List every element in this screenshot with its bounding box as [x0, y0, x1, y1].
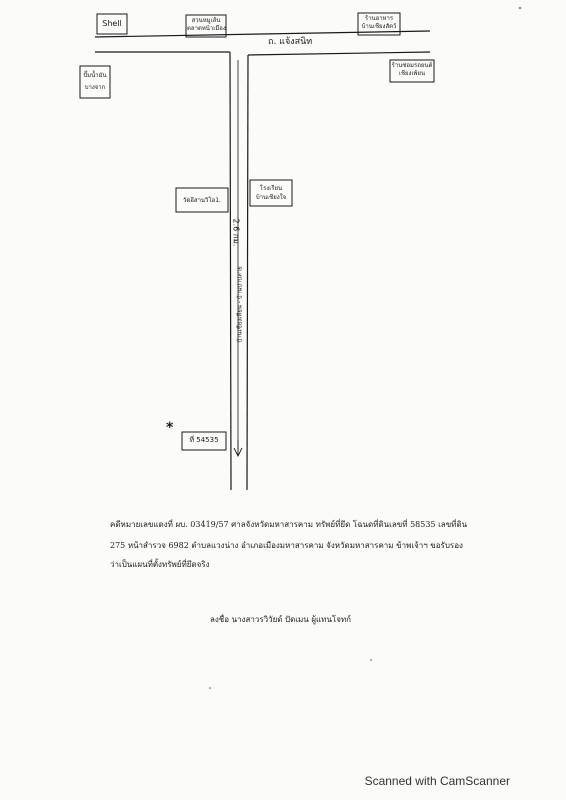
place-right-upper-line2: เชียงเพ้ยน [398, 70, 426, 77]
doc-line-1: คดีหมายเลขแดงที่ ผบ. 03419/57 ศาลจังหวัดมหาสารคาม ทรัพย์ที่ยึด โฉนดที่ดินเลขที่ 58535 เลขที่ดิน [110, 520, 468, 529]
place-top-right-line1: ร้านอาหาร [364, 15, 394, 22]
place-left-upper [81, 70, 109, 94]
vertical-road-name: บ้านเชียงเหียน - บ้านบ่าบลาย [236, 266, 244, 343]
camscanner-watermark: Scanned with CamScanner [364, 774, 510, 788]
place-right-mid-line1: โรงเรียน [259, 185, 283, 192]
top-road-name: ถ. แจ้งสนิท [268, 37, 313, 47]
place-right-upper [391, 62, 433, 78]
place-left-upper-line1: ปั๊มน้ำมัน [83, 72, 107, 79]
place-top-right-line2: บ้านเชียงสัตว์ [361, 23, 397, 30]
top-road-lower-edge-right [248, 52, 430, 55]
place-left-mid: วัดอีสานวิโอ1. [183, 197, 221, 204]
signature-line: ลงชื่อ นางสาวรวิวัยด์ ปัดเมน ผู้แทนโจทก์ [210, 615, 352, 624]
parcel-label: ที่ 54535 [189, 436, 219, 444]
top-road-upper-edge [95, 31, 430, 37]
place-shell: Shell [102, 19, 122, 28]
doc-line-3: ว่าเป็นแผนที่ตั้งทรัพย์ที่ยึดจริง [110, 560, 210, 569]
vertical-road-left-edge [230, 52, 231, 490]
place-left-upper-line2: บางจาก [84, 84, 106, 91]
doc-line-2: 275 หน้าสำรวจ 6982 ตำบลแวงน่าง อำเภอเมืองมหาสารคาม จังหวัดมหาสารคาม ข้าพเจ้าฯ ขอรับรอง [110, 541, 463, 550]
vertical-road-right-edge [247, 55, 248, 490]
place-right-mid [251, 184, 291, 202]
vertical-road-distance: 2.6 กม. [231, 218, 241, 247]
place-right-upper-line1: ร้านซ่อมรถยนต์ [391, 62, 433, 69]
place-top-middle [187, 17, 225, 33]
place-top-middle-line1: สวนหมูเส้น [191, 17, 221, 24]
place-top-right [359, 15, 399, 31]
place-right-mid-line2: บ้านเชียงใจ [255, 194, 287, 201]
parcel-marker: * [166, 420, 174, 436]
place-top-middle-line2: ตลาดหน้าเมือง [187, 25, 226, 32]
